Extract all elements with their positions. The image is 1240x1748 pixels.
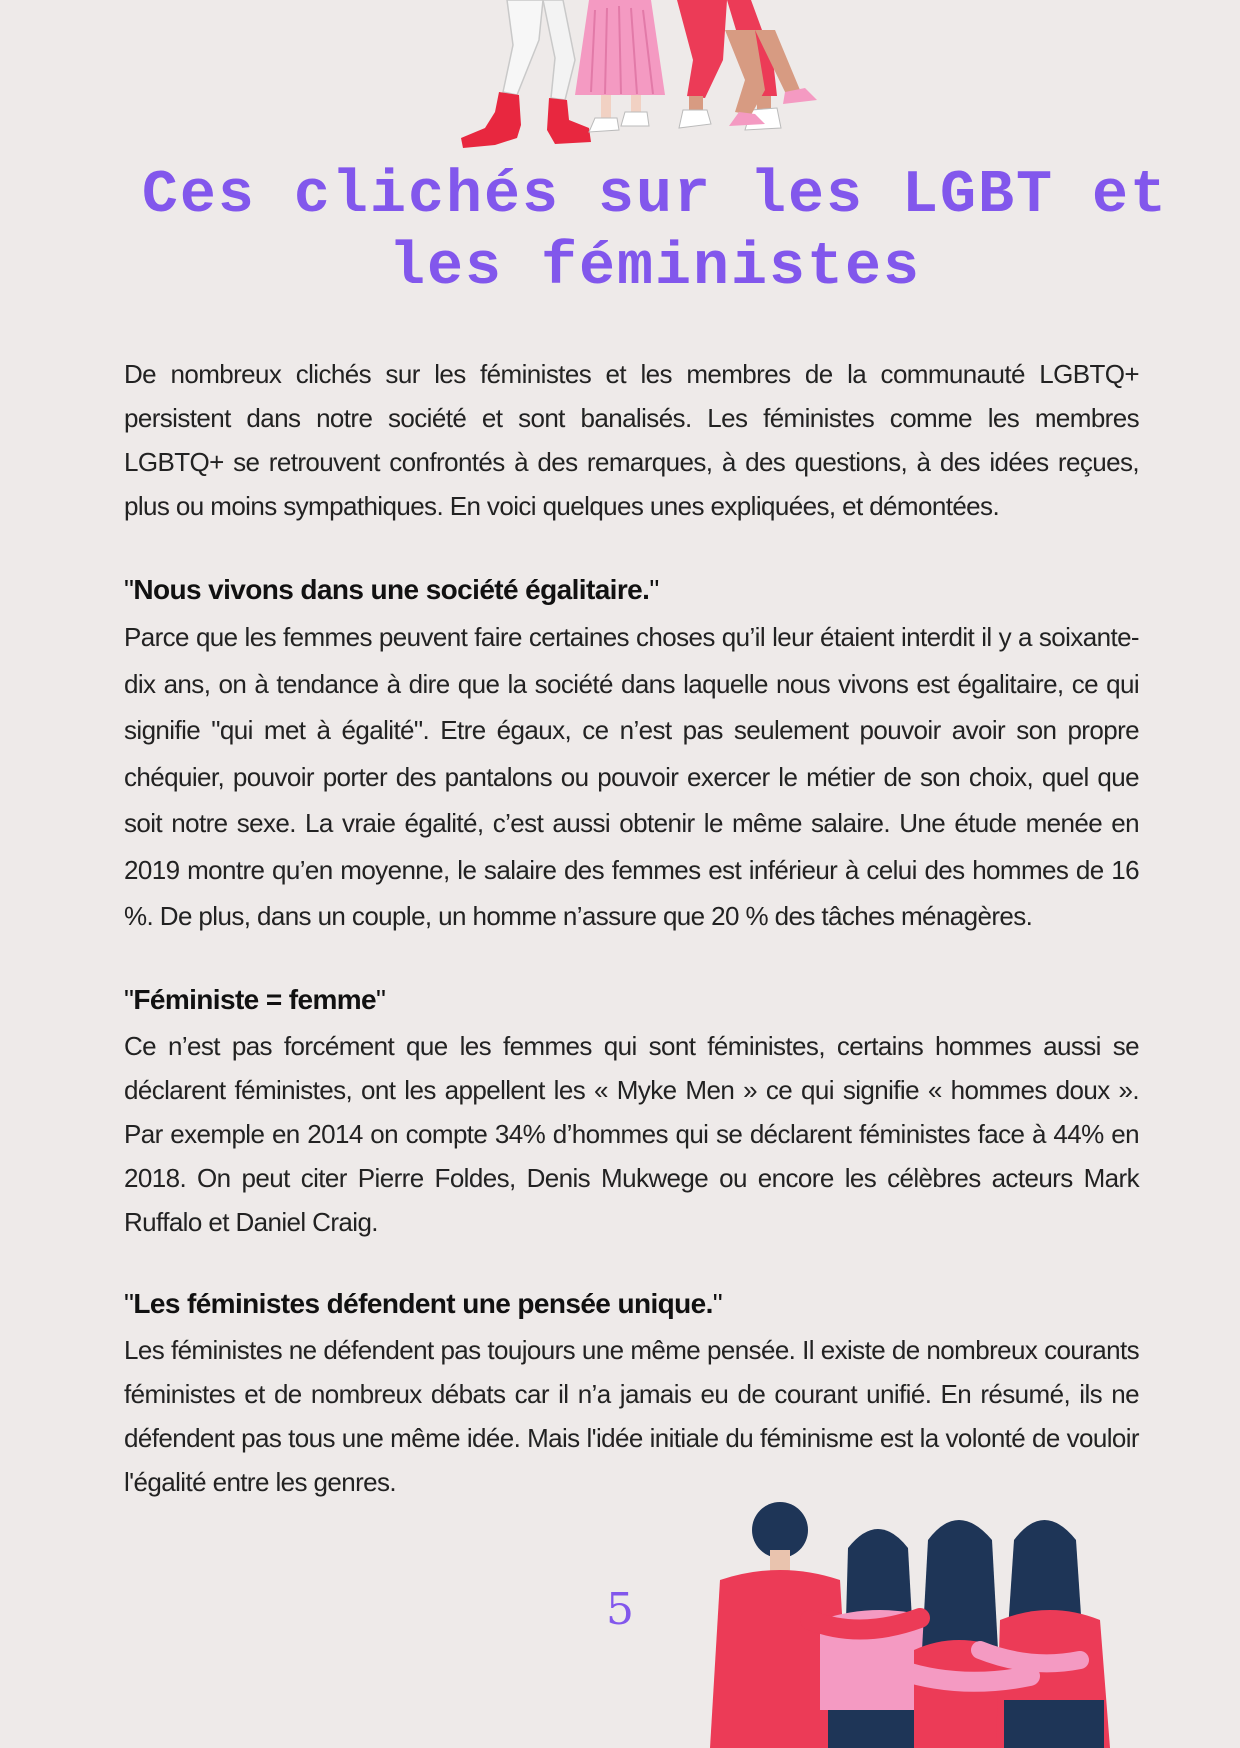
intro-paragraph: De nombreux clichés sur les féministes et les membres de la communauté LGBTQ+ persistent dans notre société et sont banalisés. Les féministes comme les membres LGBTQ+ se retrouvent confrontés à des remarques, à des questions, à des idées reçues, plus ou moins sympathiques. En voici quelques unes expliquées, et démontées. [124,359,1139,521]
page-number: 5 [606,1584,634,1635]
walking-legs-illustration [455,0,855,150]
cliche-body: Parce que les femmes peuvent faire certaines choses qu’il leur étaient interdit il y a soixante-dix ans, on à tendance à dire que la société dans laquelle nous vivons est égalitaire, ce qui signifie "qui met à égalité". Etre égaux, ce n’est pas seulement pouvoir avoir son propre chéquier, pouvoir porter des pantalons ou pouvoir exercer le métier de son choix, quel que soit notre sexe. La vraie égalité, c’est aussi obtenir le même salaire. Une étude menée en 2019 montre qu’en moyenne, le salaire des femmes est inférieur à celui des hommes de 16 %. De plus, dans un couple, un homme n’assure que 20 % des tâches ménagères. [124,622,1139,931]
cliche-section [124,1284,1139,1504]
women-group-illustration [700,1500,1120,1748]
cliche-body: Les féministes ne défendent pas toujours une même pensée. Il existe de nombreux courants féministes et de nombreux débats car il n’a jamais eu de courant unifié. En résumé, ils ne défendent pas tous une même idée. Mais l'idée initiale du féminisme est la volonté de vouloir l'égalité entre les genres. [124,1334,1139,1497]
page-title: Ces clichés sur les LGBT et les féministes [141,162,1169,302]
cliche-heading: "Nous vivons dans une société égalitaire." [124,574,659,605]
cliche-body: Ce n’est pas forcément que les femmes qui sont féministes, certains hommes aussi se déclarent féministes, ont les appellent les « Myke Men » ce qui signifie « hommes doux ». Par exemple en 2014 on compte 34% d’hommes qui se déclarent féministes face à 44% en 2018. On peut citer Pierre Foldes, Denis Mukwege ou encore les célèbres acteurs Mark Ruffalo et Daniel Craig. [124,1030,1139,1237]
cliche-heading: "Les féministes défendent une pensée unique." [124,1287,723,1319]
cliche-section [124,570,1139,940]
article-body [124,352,1139,1544]
cliche-section [124,980,1139,1244]
cliche-heading: "Féministe = femme" [124,983,386,1015]
